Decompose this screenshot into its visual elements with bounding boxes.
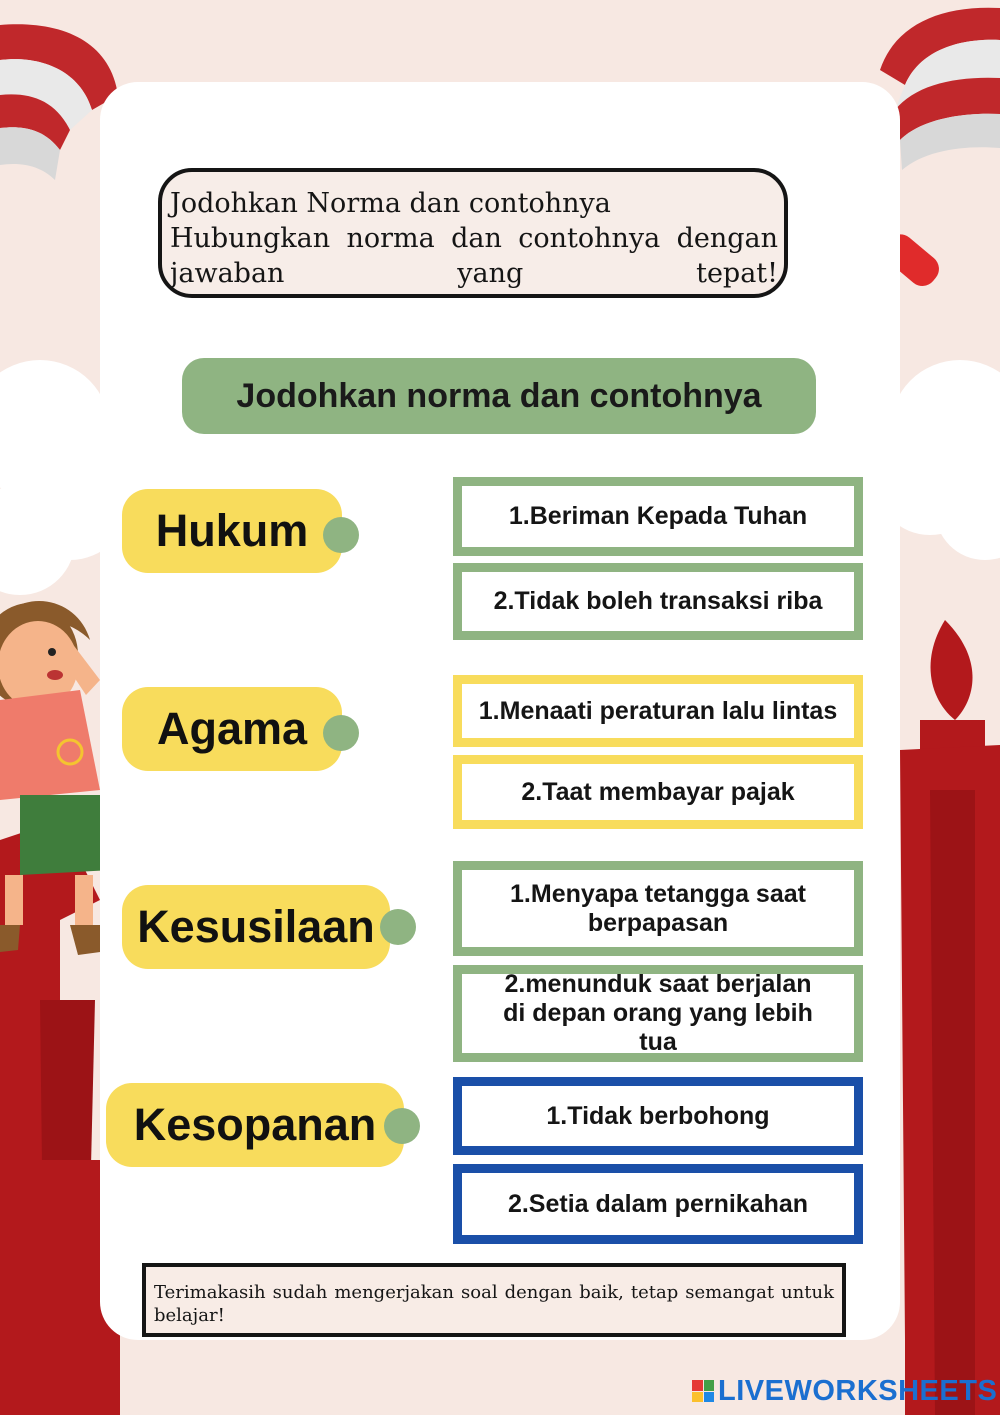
brand-watermark bbox=[692, 1374, 997, 1408]
norm-label-kesopanan: Kesopanan bbox=[106, 1083, 404, 1167]
brand-name: LIVEWORKSHEETS bbox=[718, 1374, 998, 1407]
liveworksheets-logo-icon bbox=[692, 1380, 714, 1402]
answer-box[interactable]: 1.Tidak berbohong bbox=[453, 1077, 863, 1155]
norm-label-hukum: Hukum bbox=[122, 489, 342, 573]
answer-box[interactable]: 2.Tidak boleh transaksi riba bbox=[453, 563, 863, 640]
answer-box[interactable]: 2.Setia dalam pernikahan bbox=[453, 1164, 863, 1244]
norm-label-kesusilaan: Kesusilaan bbox=[122, 885, 390, 969]
answer-box[interactable]: 1.Menaati peraturan lalu lintas bbox=[453, 675, 863, 747]
answer-box[interactable]: 2.menunduk saat berjalan di depan orang yang lebih tua bbox=[453, 965, 863, 1062]
instructions-title: Jodohkan Norma dan contohnya bbox=[170, 188, 611, 219]
answer-box[interactable]: 1.Menyapa tetangga saat berpapasan bbox=[453, 861, 863, 956]
norm-label-agama: Agama bbox=[122, 687, 342, 771]
instructions-box bbox=[158, 168, 788, 298]
match-dot-agama[interactable] bbox=[323, 715, 359, 751]
footer-message: Terimakasih sudah mengerjakan soal dengan baik, tetap semangat untuk belajar! bbox=[142, 1263, 846, 1337]
section-heading: Jodohkan norma dan contohnya bbox=[182, 358, 816, 434]
instructions-text: Hubungkan norma dan contohnya dengan jawaban yang tepat! bbox=[170, 223, 778, 289]
answer-box[interactable]: 1.Beriman Kepada Tuhan bbox=[453, 477, 863, 556]
match-dot-kesopanan[interactable] bbox=[384, 1108, 420, 1144]
answer-box[interactable]: 2.Taat membayar pajak bbox=[453, 755, 863, 829]
monument-right-decoration bbox=[900, 620, 1000, 1415]
match-dot-kesusilaan[interactable] bbox=[380, 909, 416, 945]
match-dot-hukum[interactable] bbox=[323, 517, 359, 553]
